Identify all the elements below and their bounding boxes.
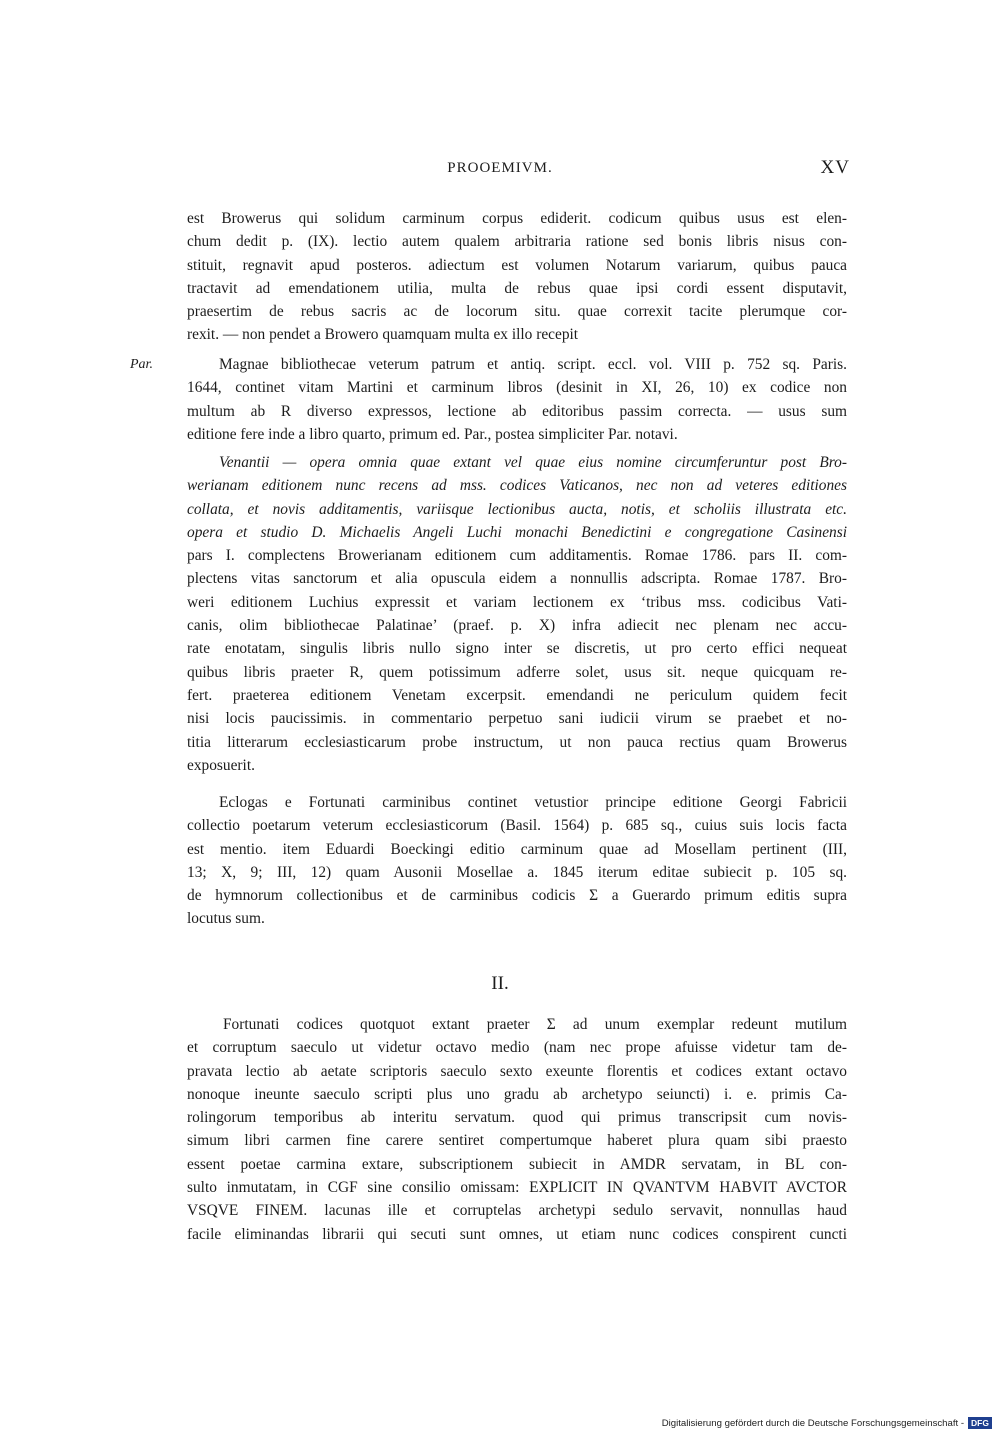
text-line: Venantii — opera omnia quae extant vel quae eius nomine circumferuntur post Bro- (219, 454, 847, 471)
text-line: exposuerit. (187, 756, 255, 774)
text-line: essent poetae carmina extare, subscriptionem subiecit in AMDR servatam, in BL con- (187, 1155, 847, 1173)
text-line: fert. praeterea editionem Venetam excerpsit. emendandi ne periculum quidem fecit (187, 686, 847, 704)
text-line: simum libri carmen fine carere sentiret compertumque haberet plura quam sibi praesto (187, 1132, 847, 1150)
margin-note: Par. (130, 357, 153, 372)
text-line: werianam editionem nunc recens ad mss. codices Vaticanos, nec non ad veteres editiones (187, 477, 847, 495)
text-line: praesertim de rebus sacris ac de locorum situ. quae correxit tacite plerumque cor- (187, 303, 847, 321)
text-line: facile eliminandas librarii qui secuti sunt omnes, ut etiam nunc codices conspirent cuncti (187, 1225, 847, 1243)
paragraph-eclogas (187, 791, 847, 931)
text-line: canis, olim bibliothecae Palatinae’ (praef. p. X) infra adiecit nec plenam nec accu- (187, 617, 847, 635)
text-line: rolingorum temporibus ab interitu servatum. quod qui primus transcripsit cum novis- (187, 1109, 847, 1127)
text-line: opera et studio D. Michaelis Angeli Luchi monachi Benedictini e congregatione Casinensi (187, 523, 847, 541)
text-line: locutus sum. (187, 910, 265, 928)
text-line: collectio poetarum veterum ecclesiasticorum (Basil. 1564) p. 685 sq., cuius suis locis facta (187, 817, 847, 835)
section-number: II. (491, 973, 509, 994)
text-line: plectens vitas sanctorum et alia opuscula eidem a nonnullis adscripta. Romae 1787. Bro- (187, 570, 847, 588)
text-line: editione fere inde a libro quarto, primum ed. Par., postea simpliciter Par. notavi. (187, 425, 678, 443)
text-line: pravata lectio ab aetate scriptoris saeculo sexto exeunte florentis et codices extant octavo (187, 1062, 847, 1080)
text-line: Magnae bibliothecae veterum patrum et antiq. script. eccl. vol. VIII p. 752 sq. Paris. (219, 356, 847, 373)
text-line: nonoque ineunte saeculo scripti plus uno gradu ab archetypo seiuncti) i. e. primis Ca- (187, 1085, 847, 1103)
text-line: titia litterarum ecclesiasticarum probe instructum, ut non pauca rectius quam Browerus (187, 733, 847, 751)
digitization-credit (582, 1417, 992, 1429)
paragraph-brower (187, 207, 847, 347)
text-line: multum ab R diverso expressos, lectione ab editoribus passim correcta. — usus sum (187, 402, 847, 420)
text-line: VSQVE FINEM. lacunas ille et corruptelas archetypi sedulo servavit, nonnullas haud (187, 1202, 847, 1220)
paragraph-codices (187, 1013, 847, 1246)
text-line: 13; X, 9; III, 12) quam Ausonii Mosellae a. 1845 iterum editae subiecit p. 105 sq. (187, 863, 847, 881)
text-line: tractavit ad emendationem utilia, multa de rebus quae ipsi cordi essent disputavit, (187, 279, 847, 297)
text-line: est Browerus qui solidum carminum corpus ediderit. codicum quibus usus est elen- (187, 210, 847, 227)
text-line: sulto inmutatam, in CGF sine consilio omissam: EXPLICIT IN QVANTVM HABVIT AVCTOR (187, 1179, 847, 1197)
dfg-logo-icon: DFG (968, 1417, 992, 1429)
text-line: stituit, regnavit apud posteros. adiectum est volumen Notarum variarum, quibus pauca (187, 256, 847, 274)
credit-text: Digitalisierung gefördert durch die Deutsche Forschungsgemeinschaft - (661, 1417, 965, 1429)
text-line: nisi locis paucissimis. in commentario perpetuo sani iudicii virum se praebet et no- (187, 710, 847, 728)
text-line: rexit. — non pendet a Browero quamquam multa ex illo recepit (187, 326, 579, 344)
text-line: 1644, continet vitam Martini et carminum libros (desinit in XI, 26, 10) ex codice non (187, 379, 847, 397)
text-line: Fortunati codices quotquot extant praeter Σ ad unum exemplar redeunt mutilum (223, 1016, 847, 1033)
text-line: weri editionem Luchius expressit et variam lectionem ex ‘tribus mss. codicibus Vati- (187, 593, 847, 611)
text-line: quibus libris praeter R, quem potissimum adferre solet, usus sit. neque quicquam re- (187, 663, 847, 681)
paragraph-paris-edition (187, 353, 847, 446)
text-line: pars I. complectens Browerianam editionem cum additamentis. Romae 1786. pars II. com- (187, 547, 847, 565)
text-line: collata, et novis additamentis, variisque lectionibus aucta, notis, et scholiis illustrata etc. (187, 500, 847, 518)
page-number: XV (820, 157, 850, 178)
text-line: est mentio. item Eduardi Boeckingi editio carminum quae ad Mosellam pertinent (III, (187, 840, 847, 858)
text-line: rate enotatam, singulis libris nullo signo inter se discretis, ut pro certo effici nequeat (187, 640, 847, 658)
text-line: Eclogas e Fortunati carminibus continet vetustior principe editione Georgi Fabricii (219, 794, 847, 811)
text-line: et corruptum saeculo ut videtur octavo medio (nam nec prope afuisse videtur tam de- (187, 1039, 847, 1057)
text-line: de hymnorum collectionibus et de carminibus codicis Σ a Guerardo primum editis supra (187, 887, 847, 905)
text-line: chum dedit p. (IX). lectio autem qualem arbitraria ratione sed bonis libris nisus con- (187, 233, 847, 251)
paragraph-luchi-edition (187, 451, 847, 777)
running-title: PROOEMIVM. (447, 160, 553, 176)
